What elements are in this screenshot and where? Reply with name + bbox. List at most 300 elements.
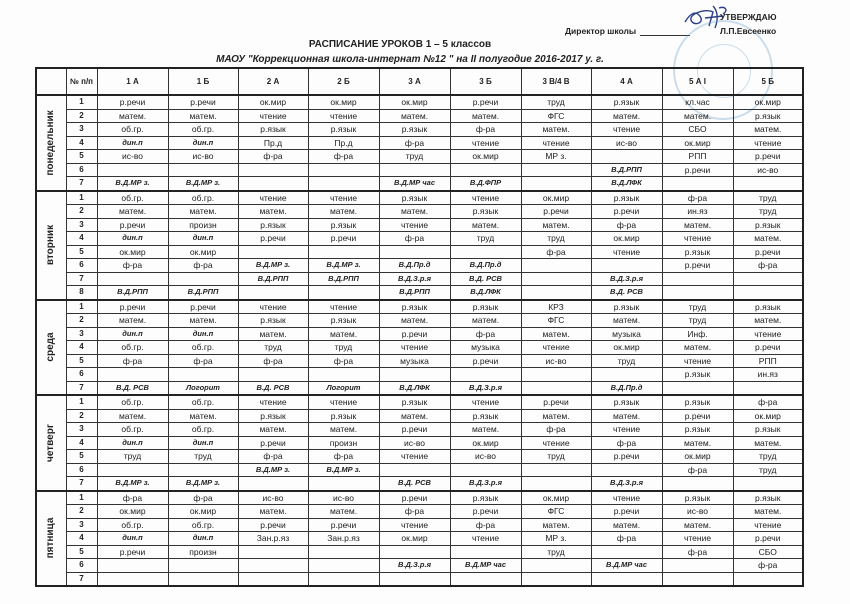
lesson-cell: ок.мир [168, 245, 238, 259]
day-cell [36, 395, 66, 491]
class-header: 2 Б [308, 68, 379, 95]
lesson-cell: ф-ра [733, 559, 803, 573]
lesson-cell: р.язык [662, 368, 733, 382]
lesson-cell [379, 368, 450, 382]
lesson-cell: ок.мир [662, 450, 733, 464]
lesson-row [36, 286, 803, 300]
day-header [36, 68, 66, 95]
lesson-cell: ф-ра [308, 354, 379, 368]
lesson-cell: ок.мир [238, 95, 308, 109]
lesson-cell [591, 463, 662, 477]
day-cell [36, 300, 66, 396]
lesson-cell: Логорит [308, 381, 379, 395]
lesson-cell: р.речи [379, 327, 450, 341]
lesson-cell [591, 259, 662, 273]
lesson-cell: В.Д. РСВ [238, 381, 308, 395]
lesson-cell: матем. [238, 423, 308, 437]
lesson-cell: р.речи [238, 436, 308, 450]
lesson-cell: р.язык [662, 491, 733, 505]
lesson-cell [662, 572, 733, 586]
lesson-row [36, 95, 803, 109]
lesson-cell: р.язык [733, 218, 803, 232]
lesson-cell: р.речи [97, 300, 168, 314]
lesson-cell: р.речи [733, 245, 803, 259]
lesson-cell: чтение [308, 109, 379, 123]
lesson-cell: дин.п [97, 327, 168, 341]
lesson-cell: ок.мир [733, 95, 803, 109]
lesson-cell: В.Д.Пр.д [379, 259, 450, 273]
lesson-cell: ф-ра [733, 259, 803, 273]
lesson-cell: чтение [591, 423, 662, 437]
lesson-cell: матем. [450, 218, 521, 232]
lesson-cell: ок.мир [450, 150, 521, 164]
lesson-cell: В.Д.ЛФК [450, 286, 521, 300]
lesson-cell [238, 286, 308, 300]
lesson-cell: матем. [521, 218, 591, 232]
lesson-cell: матем. [97, 205, 168, 219]
lesson-row [36, 436, 803, 450]
lesson-number: 7 [66, 177, 97, 191]
lesson-cell: матем. [733, 314, 803, 328]
lesson-cell: р.речи [662, 259, 733, 273]
lesson-cell: об.гр. [97, 423, 168, 437]
lesson-cell: р.речи [97, 95, 168, 109]
lesson-cell: ис-во [308, 491, 379, 505]
lesson-number: 5 [66, 245, 97, 259]
lesson-cell: чтение [238, 395, 308, 409]
lesson-cell: ф-ра [168, 259, 238, 273]
lesson-cell: ис-во [591, 136, 662, 150]
lesson-number: 6 [66, 463, 97, 477]
lesson-row [36, 532, 803, 546]
lesson-cell [733, 477, 803, 491]
lesson-cell: ис-во [97, 150, 168, 164]
lesson-cell [591, 368, 662, 382]
lesson-cell [379, 545, 450, 559]
lesson-cell [238, 368, 308, 382]
lesson-cell [521, 286, 591, 300]
lesson-cell [521, 259, 591, 273]
day-name: четверг [45, 423, 57, 462]
lesson-row [36, 409, 803, 423]
lesson-cell: музыка [379, 354, 450, 368]
lesson-cell [662, 559, 733, 573]
lesson-cell: В.Д.МР з. [238, 463, 308, 477]
lesson-cell [521, 572, 591, 586]
lesson-cell: В.Д.З.р.я [379, 559, 450, 573]
lesson-cell: р.речи [662, 163, 733, 177]
lesson-cell: матем. [733, 436, 803, 450]
lesson-cell: труд [733, 463, 803, 477]
lesson-cell: ин.яз [733, 368, 803, 382]
lesson-cell: труд [238, 341, 308, 355]
lesson-row [36, 341, 803, 355]
lesson-cell: матем. [379, 409, 450, 423]
lesson-cell [662, 477, 733, 491]
lesson-cell: В.Д.Пр.д [450, 259, 521, 273]
lesson-number: 3 [66, 423, 97, 437]
lesson-cell: ФГС [521, 314, 591, 328]
lesson-cell: чтение [379, 518, 450, 532]
lesson-cell: произн [308, 436, 379, 450]
lesson-cell: р.язык [308, 314, 379, 328]
lesson-cell: матем. [379, 205, 450, 219]
lesson-cell: р.речи [591, 205, 662, 219]
lesson-cell [521, 163, 591, 177]
lesson-cell: р.язык [238, 409, 308, 423]
lesson-cell [662, 381, 733, 395]
lesson-cell: В.Д.З.р.я [450, 381, 521, 395]
lesson-cell: р.язык [450, 409, 521, 423]
lesson-cell: В.Д.МР час [450, 559, 521, 573]
lesson-cell: ф-ра [450, 123, 521, 137]
lesson-number: 4 [66, 532, 97, 546]
lesson-cell: чтение [238, 191, 308, 205]
lesson-cell: труд [521, 232, 591, 246]
lesson-cell: ф-ра [308, 150, 379, 164]
lesson-cell: р.речи [450, 95, 521, 109]
lesson-cell: В.Д.РПП [97, 286, 168, 300]
lesson-cell: ок.мир [168, 505, 238, 519]
lesson-cell: произн [168, 218, 238, 232]
lesson-number: 2 [66, 205, 97, 219]
lesson-row [36, 272, 803, 286]
lesson-cell: ф-ра [238, 150, 308, 164]
lesson-number: 6 [66, 368, 97, 382]
lesson-number: 7 [66, 572, 97, 586]
lesson-row [36, 423, 803, 437]
lesson-cell: ок.мир [591, 341, 662, 355]
lesson-cell: ок.мир [379, 532, 450, 546]
day-name: среда [45, 332, 57, 362]
lesson-cell: р.речи [308, 518, 379, 532]
lesson-cell [521, 368, 591, 382]
lesson-number: 2 [66, 505, 97, 519]
lesson-cell: В.Д.ФПР [450, 177, 521, 191]
lesson-number: 7 [66, 272, 97, 286]
lesson-cell: матем. [662, 436, 733, 450]
lesson-cell: р.язык [662, 423, 733, 437]
lesson-cell: чтение [450, 395, 521, 409]
signature-line [640, 35, 690, 36]
lesson-cell: Зан.р.яз [238, 532, 308, 546]
lesson-cell: В.Д.З.р.я [591, 477, 662, 491]
lesson-cell: р.речи [168, 95, 238, 109]
lesson-cell: р.язык [308, 123, 379, 137]
lesson-cell: р.язык [238, 123, 308, 137]
lesson-cell: РПП [733, 354, 803, 368]
lesson-cell [308, 177, 379, 191]
lesson-row [36, 259, 803, 273]
lesson-cell: чтение [308, 191, 379, 205]
lesson-cell: чтение [238, 300, 308, 314]
lesson-cell: матем. [591, 518, 662, 532]
lesson-cell: р.язык [308, 409, 379, 423]
lesson-cell: чтение [308, 395, 379, 409]
lesson-cell [379, 463, 450, 477]
lesson-cell: р.речи [97, 545, 168, 559]
lesson-cell: ф-ра [168, 354, 238, 368]
lesson-number: 2 [66, 314, 97, 328]
lesson-cell [450, 545, 521, 559]
lesson-cell: дин.п [97, 532, 168, 546]
lesson-cell: р.речи [450, 354, 521, 368]
class-header: 3 Б [450, 68, 521, 95]
lesson-cell: матем. [97, 109, 168, 123]
lesson-cell: чтение [379, 450, 450, 464]
lesson-cell: р.язык [662, 395, 733, 409]
lesson-cell: музыка [591, 327, 662, 341]
lesson-cell: чтение [733, 136, 803, 150]
lesson-cell: ф-ра [97, 491, 168, 505]
lesson-cell: чтение [379, 218, 450, 232]
lesson-cell: ф-ра [97, 354, 168, 368]
lesson-cell: чтение [733, 327, 803, 341]
lesson-cell [238, 477, 308, 491]
lesson-cell [168, 559, 238, 573]
lesson-row [36, 368, 803, 382]
lesson-row [36, 300, 803, 314]
lesson-cell: дин.п [168, 436, 238, 450]
lesson-cell: матем. [238, 205, 308, 219]
lesson-cell: ок.мир [521, 191, 591, 205]
lesson-cell [238, 572, 308, 586]
class-header: 5 Б [733, 68, 803, 95]
lesson-row [36, 518, 803, 532]
lesson-row [36, 463, 803, 477]
lesson-cell: матем. [168, 109, 238, 123]
lesson-cell: В.Д.МР з. [168, 177, 238, 191]
lesson-cell: ок.мир [591, 232, 662, 246]
lesson-cell: матем. [308, 423, 379, 437]
lesson-cell: р.речи [521, 395, 591, 409]
lesson-cell: р.речи [450, 505, 521, 519]
lesson-cell: чтение [521, 341, 591, 355]
lesson-cell: матем. [591, 109, 662, 123]
lesson-cell: труд [379, 150, 450, 164]
header-row [36, 68, 803, 95]
lesson-number: 4 [66, 136, 97, 150]
lesson-cell: р.речи [308, 232, 379, 246]
lesson-cell: ф-ра [379, 232, 450, 246]
lesson-cell: труд [733, 191, 803, 205]
lesson-row [36, 191, 803, 205]
lesson-cell: В.Д. РСВ [97, 381, 168, 395]
lesson-cell: дин.п [168, 532, 238, 546]
lesson-cell: матем. [591, 314, 662, 328]
lesson-cell [97, 272, 168, 286]
lesson-cell: Логорит [168, 381, 238, 395]
lesson-cell: матем. [308, 205, 379, 219]
lesson-cell [450, 463, 521, 477]
lesson-cell: произн [168, 545, 238, 559]
lesson-cell: р.язык [450, 205, 521, 219]
lesson-cell [450, 368, 521, 382]
lesson-cell: р.речи [238, 232, 308, 246]
lesson-row [36, 491, 803, 505]
lesson-number: 3 [66, 218, 97, 232]
lesson-cell: р.язык [450, 491, 521, 505]
lesson-cell: р.речи [168, 300, 238, 314]
lesson-cell: СБО [733, 545, 803, 559]
lesson-cell: труд [662, 300, 733, 314]
lesson-cell: КРЗ [521, 300, 591, 314]
lesson-cell: ф-ра [733, 395, 803, 409]
lesson-cell: В.Д. РСВ [379, 477, 450, 491]
lesson-cell: матем. [168, 205, 238, 219]
day-cell [36, 191, 66, 300]
class-header: 1 А [97, 68, 168, 95]
lesson-cell: матем. [521, 518, 591, 532]
lesson-cell: труд [308, 341, 379, 355]
lesson-cell: р.язык [238, 314, 308, 328]
lesson-cell: об.гр. [97, 395, 168, 409]
lesson-cell: ок.мир [308, 95, 379, 109]
lesson-cell: В.Д.ЛФК [379, 381, 450, 395]
director-name: Л.П.Евсеенко [720, 26, 777, 36]
lesson-cell: чтение [662, 354, 733, 368]
lesson-cell [168, 463, 238, 477]
lesson-cell: В.Д.МР з. [308, 259, 379, 273]
lesson-cell [733, 272, 803, 286]
lesson-cell: об.гр. [97, 123, 168, 137]
lesson-row [36, 218, 803, 232]
lesson-cell [591, 150, 662, 164]
lesson-cell: труд [521, 450, 591, 464]
lesson-cell: р.речи [591, 450, 662, 464]
lesson-row [36, 314, 803, 328]
lesson-cell: об.гр. [97, 518, 168, 532]
lesson-cell [662, 286, 733, 300]
lesson-cell: ф-ра [308, 450, 379, 464]
lesson-row [36, 354, 803, 368]
lesson-cell: матем. [733, 232, 803, 246]
lesson-cell [591, 545, 662, 559]
lesson-row [36, 163, 803, 177]
lesson-cell: об.гр. [168, 123, 238, 137]
lesson-cell: об.гр. [97, 341, 168, 355]
lesson-cell: матем. [521, 123, 591, 137]
lesson-cell: чтение [591, 491, 662, 505]
lesson-cell: В.Д.МР з. [97, 477, 168, 491]
lesson-cell: В.Д.З.р.я [379, 272, 450, 286]
lesson-cell: чтение [733, 518, 803, 532]
lesson-cell: ис-во [238, 491, 308, 505]
lesson-cell: ф-ра [521, 423, 591, 437]
class-header: 3 В/4 В [521, 68, 591, 95]
lesson-cell: об.гр. [168, 423, 238, 437]
lesson-cell: р.язык [733, 423, 803, 437]
lesson-cell: В.Д.З.р.я [591, 272, 662, 286]
lesson-row [36, 505, 803, 519]
lesson-cell: р.язык [591, 191, 662, 205]
lesson-cell: В.Д.З.р.я [450, 477, 521, 491]
lesson-cell: р.речи [521, 205, 591, 219]
lesson-cell: В.Д.МР з. [308, 463, 379, 477]
lesson-cell: р.язык [379, 123, 450, 137]
lesson-cell [450, 572, 521, 586]
lesson-number: 6 [66, 163, 97, 177]
lesson-row [36, 327, 803, 341]
lesson-cell [97, 368, 168, 382]
lesson-cell: р.язык [379, 300, 450, 314]
lesson-cell: чтение [238, 109, 308, 123]
lesson-cell [97, 559, 168, 573]
day-cell [36, 95, 66, 191]
lesson-number: 3 [66, 327, 97, 341]
lesson-cell: ис-во [521, 354, 591, 368]
lesson-cell: об.гр. [168, 191, 238, 205]
lesson-cell: р.язык [733, 109, 803, 123]
lesson-cell [591, 572, 662, 586]
lesson-cell: р.речи [238, 518, 308, 532]
lesson-cell: ок.мир [379, 95, 450, 109]
lesson-cell [308, 286, 379, 300]
lesson-cell: В.Д.МР час [379, 177, 450, 191]
lesson-cell: ф-ра [591, 436, 662, 450]
lesson-number: 3 [66, 518, 97, 532]
lesson-cell: труд [662, 314, 733, 328]
lesson-cell [168, 163, 238, 177]
lesson-cell: матем. [168, 409, 238, 423]
lesson-cell: ин.яз [662, 205, 733, 219]
lesson-cell: ис-во [168, 150, 238, 164]
lesson-cell: В.Д.РПП [238, 272, 308, 286]
approve-label: УТВЕРЖДАЮ [720, 12, 777, 22]
lesson-cell [97, 572, 168, 586]
lesson-cell: р.язык [662, 245, 733, 259]
lesson-cell: ок.мир [521, 491, 591, 505]
lesson-cell: чтение [662, 532, 733, 546]
lesson-cell: матем. [238, 505, 308, 519]
lesson-cell [521, 272, 591, 286]
lesson-cell: р.речи [733, 150, 803, 164]
lesson-number: 4 [66, 436, 97, 450]
lesson-number: 1 [66, 191, 97, 205]
lesson-row [36, 123, 803, 137]
day-cell [36, 491, 66, 587]
lesson-cell: дин.п [97, 136, 168, 150]
lesson-cell: дин.п [168, 136, 238, 150]
num-header: № п/п [66, 68, 97, 95]
lesson-cell: матем. [662, 109, 733, 123]
lesson-cell: р.язык [733, 300, 803, 314]
lesson-cell: р.язык [591, 95, 662, 109]
lesson-row [36, 245, 803, 259]
lesson-cell: труд [521, 95, 591, 109]
lesson-cell [308, 545, 379, 559]
lesson-cell [308, 368, 379, 382]
day-name: понедельник [45, 110, 57, 176]
lesson-row [36, 381, 803, 395]
lesson-cell: об.гр. [168, 518, 238, 532]
lesson-cell: В.Д. РСВ [591, 286, 662, 300]
lesson-cell: труд [168, 450, 238, 464]
lesson-cell: матем. [308, 505, 379, 519]
lesson-cell [379, 163, 450, 177]
lesson-cell: р.язык [591, 395, 662, 409]
lesson-cell: матем. [450, 109, 521, 123]
lesson-cell: чтение [308, 300, 379, 314]
lesson-row [36, 572, 803, 586]
lesson-row [36, 232, 803, 246]
lesson-cell: чтение [450, 191, 521, 205]
lesson-cell [238, 559, 308, 573]
lesson-cell: матем. [733, 123, 803, 137]
lesson-cell: дин.п [97, 436, 168, 450]
lesson-cell [450, 163, 521, 177]
lesson-number: 8 [66, 286, 97, 300]
